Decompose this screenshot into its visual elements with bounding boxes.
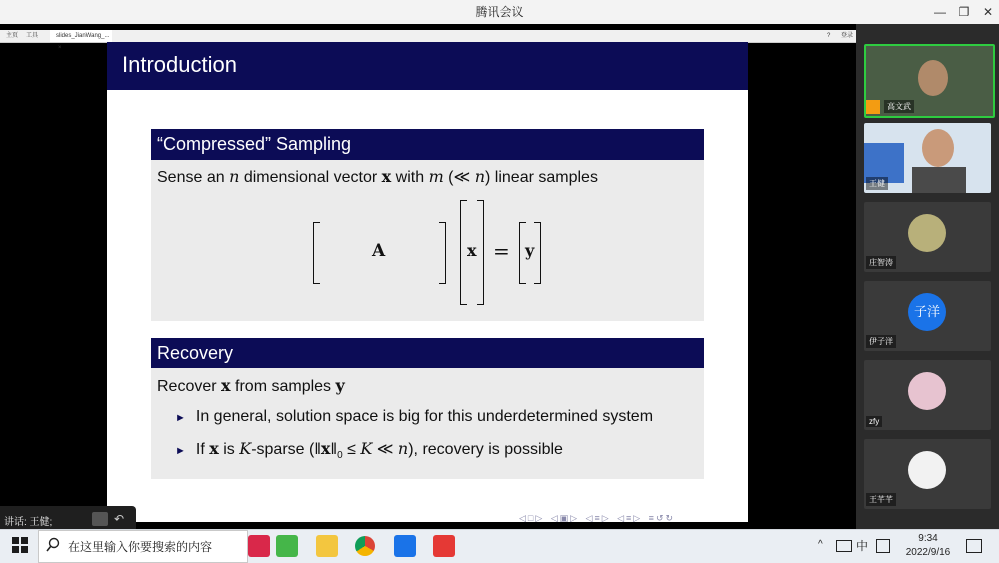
matrix-left-bracket bbox=[313, 222, 320, 284]
ime-indicator[interactable]: 中 bbox=[856, 539, 869, 553]
nav-icon[interactable]: ◁ bbox=[585, 513, 595, 523]
text-segment: ), recovery is possible bbox=[408, 441, 563, 458]
math-var-n: n bbox=[229, 167, 240, 186]
text-segment: If bbox=[195, 441, 210, 458]
nav-icon[interactable]: □ bbox=[527, 513, 536, 523]
tencent-meeting-icon[interactable] bbox=[394, 535, 416, 557]
participant-tile[interactable] bbox=[864, 202, 991, 272]
matrix-A: A bbox=[372, 241, 386, 261]
nav-icon[interactable]: ↺ bbox=[655, 513, 666, 523]
text-segment: (≪ bbox=[443, 169, 475, 186]
tab-home[interactable]: 主页 bbox=[6, 33, 19, 39]
nav-icon[interactable]: ▣ bbox=[559, 513, 571, 523]
participant-avatar bbox=[908, 372, 946, 410]
text-segment: is bbox=[218, 441, 240, 458]
math-var-x: x bbox=[209, 439, 219, 458]
text-segment: ≤ bbox=[342, 441, 361, 458]
block-text-line bbox=[157, 167, 598, 187]
nav-icon[interactable]: ▷ bbox=[601, 513, 611, 523]
tab-document[interactable] bbox=[50, 30, 112, 51]
vector-x-right-bracket bbox=[477, 200, 484, 305]
pen-icon[interactable] bbox=[92, 512, 108, 526]
vector-x-left-bracket bbox=[460, 200, 467, 305]
notification-icon[interactable] bbox=[966, 539, 982, 553]
host-icon bbox=[866, 100, 880, 114]
text-segment: dimensional vector bbox=[239, 169, 382, 186]
search-highlight-icon[interactable] bbox=[276, 535, 298, 557]
search-placeholder: 在这里输入你要搜索的内容 bbox=[68, 540, 213, 554]
wps-icon[interactable] bbox=[433, 535, 455, 557]
text-segment: Sense an bbox=[157, 169, 230, 186]
close-button[interactable]: ✕ bbox=[982, 5, 994, 19]
vector-x: x bbox=[467, 241, 477, 260]
nav-icon[interactable]: ≡ bbox=[626, 513, 634, 523]
participant-avatar bbox=[908, 214, 946, 252]
bullet-text: In general, solution space is big for this underdetermined system bbox=[195, 408, 654, 425]
presentation-slide bbox=[107, 42, 748, 522]
slide-title: Introduction bbox=[122, 52, 237, 77]
nav-icon[interactable]: ↻ bbox=[665, 513, 676, 523]
nav-icon[interactable]: ≡ bbox=[648, 513, 656, 523]
tab-document-label: slides_JianWang_... bbox=[56, 33, 110, 39]
participant-video-face bbox=[922, 129, 954, 167]
window-title: 腾讯会议 bbox=[475, 5, 524, 19]
clock-date: 2022/9/16 bbox=[905, 547, 951, 558]
participant-video-face bbox=[918, 60, 948, 96]
ime-mode-icon[interactable] bbox=[876, 539, 890, 553]
participant-tile-video[interactable] bbox=[864, 44, 995, 118]
minimize-button[interactable]: — bbox=[934, 5, 946, 19]
participant-avatar bbox=[908, 451, 946, 489]
help-icon[interactable]: ? bbox=[827, 33, 831, 39]
math-subscript: 0 bbox=[337, 450, 343, 462]
nav-icon[interactable]: ▷ bbox=[570, 513, 580, 523]
math-var-x: x bbox=[320, 439, 331, 458]
math-var-x: x bbox=[381, 167, 392, 186]
text-segment: ‖ bbox=[330, 441, 338, 458]
nav-icon[interactable]: ◁ bbox=[617, 513, 627, 523]
text-segment: ) linear samples bbox=[485, 169, 598, 186]
participant-name: 王健 bbox=[866, 177, 888, 190]
participant-name: 庄智涛 bbox=[866, 256, 896, 269]
tab-tools[interactable]: 工具 bbox=[26, 33, 39, 39]
tab-close-icon[interactable]: × bbox=[58, 45, 62, 51]
participant-name: 高文武 bbox=[884, 100, 914, 113]
file-explorer-icon[interactable] bbox=[316, 535, 338, 557]
math-var-K: K bbox=[239, 439, 252, 458]
block-recovery-body bbox=[151, 368, 704, 479]
participant-tile[interactable] bbox=[864, 439, 991, 509]
participant-name: 王芊芊 bbox=[866, 493, 896, 506]
participant-name: 伊子洋 bbox=[866, 335, 896, 348]
login-link[interactable]: 登录 bbox=[841, 33, 854, 39]
text-segment: ≪ bbox=[372, 441, 398, 458]
search-icon bbox=[46, 537, 60, 553]
participant-tile-video[interactable] bbox=[864, 123, 991, 193]
block-compressed-sampling-body bbox=[151, 160, 704, 321]
matrix-right-bracket bbox=[439, 222, 446, 284]
taskbar-clock[interactable] bbox=[898, 532, 958, 560]
text-segment: -sparse (‖ bbox=[251, 441, 321, 458]
participant-name: zfy bbox=[866, 416, 882, 427]
search-highlight-icon[interactable] bbox=[248, 535, 270, 557]
nav-icon[interactable]: ◁ bbox=[550, 513, 560, 523]
participant-tile[interactable] bbox=[864, 360, 991, 430]
participant-video-body bbox=[912, 167, 966, 193]
text-segment: Recover bbox=[157, 378, 222, 395]
participant-tile[interactable] bbox=[864, 281, 991, 351]
math-var-m: m bbox=[428, 167, 444, 186]
bullet-marker-icon: ► bbox=[175, 445, 186, 457]
equals-sign: = bbox=[493, 239, 510, 263]
bullet-marker-icon: ► bbox=[175, 412, 186, 424]
maximize-button[interactable]: ❐ bbox=[958, 5, 970, 19]
beamer-navigation[interactable] bbox=[519, 508, 675, 526]
text-segment: with bbox=[391, 169, 429, 186]
speaking-label: 讲话: 王健; bbox=[4, 517, 53, 528]
tray-chevron-icon[interactable]: ^ bbox=[818, 539, 823, 550]
math-var-n: n bbox=[474, 167, 486, 186]
nav-icon[interactable]: ◁ bbox=[519, 513, 528, 523]
nav-icon[interactable]: ▷ bbox=[633, 513, 643, 523]
block-text-line bbox=[157, 376, 345, 396]
math-var-y: y bbox=[335, 376, 345, 395]
vector-y: y bbox=[525, 241, 535, 260]
undo-icon[interactable]: ↶ bbox=[114, 512, 125, 526]
nav-icon[interactable]: ≡ bbox=[594, 513, 602, 523]
block-recovery-header bbox=[151, 338, 704, 368]
block-heading: “Compressed” Sampling bbox=[157, 134, 352, 154]
math-var-K: K bbox=[360, 439, 373, 458]
vector-y-right-bracket bbox=[534, 222, 541, 284]
math-var-n: n bbox=[397, 439, 409, 458]
bullet-item bbox=[175, 439, 563, 461]
chrome-icon[interactable] bbox=[355, 536, 375, 556]
block-heading: Recovery bbox=[157, 343, 234, 363]
math-var-x: x bbox=[221, 376, 231, 395]
block-compressed-sampling-header bbox=[151, 129, 704, 160]
text-segment: from samples bbox=[230, 378, 336, 395]
participant-avatar: 子洋 bbox=[908, 293, 946, 331]
windows-start-icon[interactable] bbox=[12, 537, 28, 553]
clock-time: 9:34 bbox=[918, 533, 938, 544]
bullet-item bbox=[175, 408, 653, 426]
battery-icon[interactable] bbox=[836, 540, 852, 552]
nav-icon[interactable]: ▷ bbox=[535, 513, 545, 523]
